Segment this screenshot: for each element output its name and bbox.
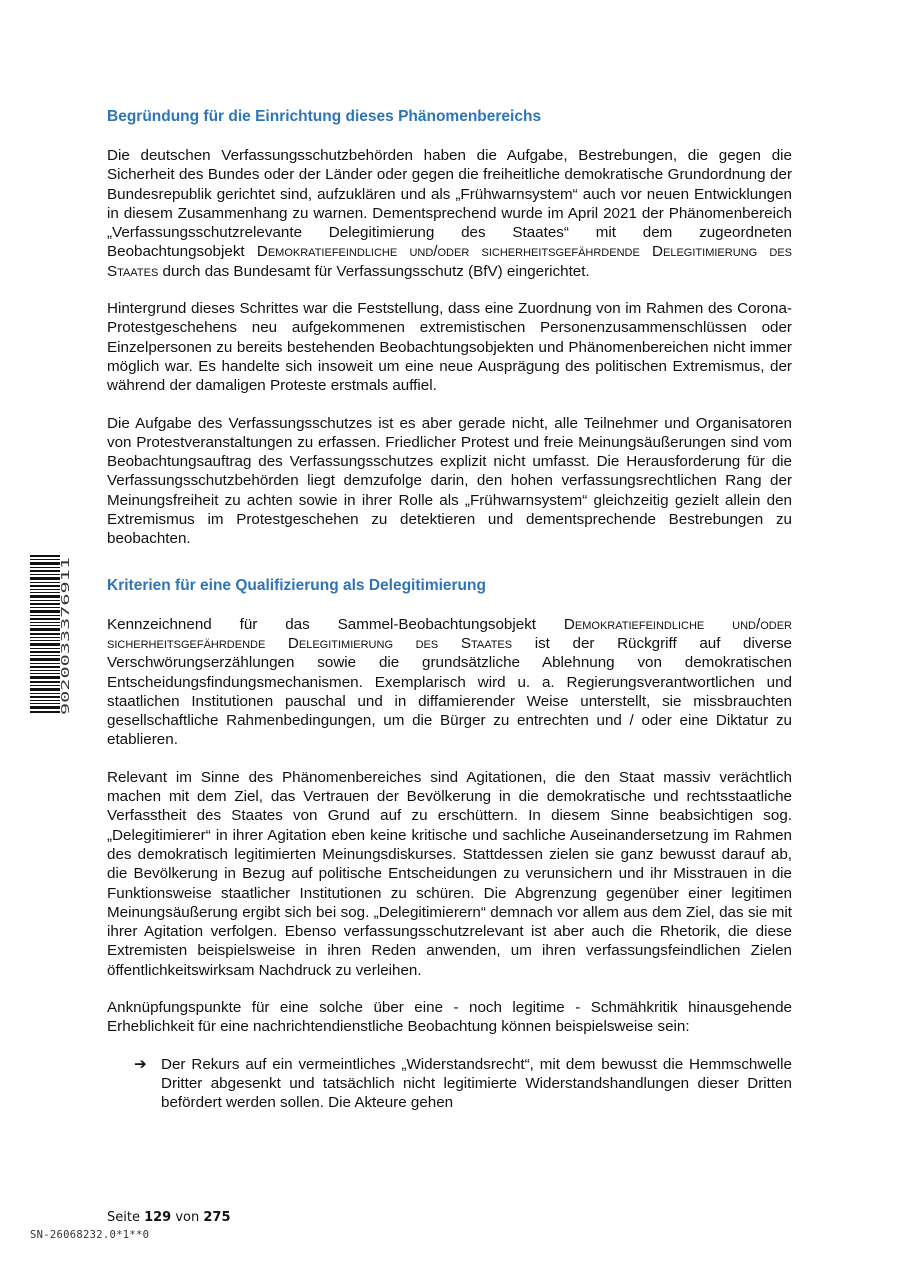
bullet-text: Der Rekurs auf ein vermeintliches „Widerstandsrecht“, mit dem bewusst die Hemmschwelle Dritter abgesenkt und tatsächlich nicht legitimierte Widerstandshandlungen dieser Dritten befördert werden sollen. Die Akteure gehen	[161, 1055, 792, 1112]
barcode-number: 9020033376911	[59, 628, 72, 715]
text-span: Die deutschen Verfassungsschutzbehörden haben die Aufgabe, Bestrebungen, die gegen die Sicherheit des Bundes oder der Länder oder gegen die freiheitliche demokratische Grundordnung der Bundesrepublik gerichtet sind, aufzuklären und als „Frühwarnsystem“ auch vor neuen Entwicklungen in diesem Zusammenhang zu warnen. Dementsprechend wurde im April 2021 der Phänomenbereich „Verfassungsschutzrelevante Delegitimierung des Staates“ mit dem zugeordneten Beobachtungsobjekt	[107, 147, 792, 261]
footer-label: von	[171, 1210, 204, 1225]
paragraph	[107, 615, 792, 750]
paragraph: Die Aufgabe des Verfassungsschutzes ist es aber gerade nicht, alle Teilnehmer und Organisatoren von Protestveranstaltungen zu erfassen. Friedlicher Protest und freie Meinungsäußerungen sind vom Beobachtungsauftrag des Verfassungsschutzes explizit nicht umfasst. Die Herausforderung für die Verfassungsschutzbehörden liegt demzufolge darin, den hohen verfassungsrechtlichen Rang der Meinungsfreiheit zu achten sowie in ihrer Rolle als „Frühwarnsystem“ gleichzeitig gezielt allein den Extremismus im Protestgeschehen zu detektieren und dementsprechende Bestrebungen zu beobachten.	[107, 414, 792, 548]
paragraph: Anknüpfungspunkte für eine solche über eine - noch legitime - Schmähkritik hinausgehende Erheblichkeit für eine nachrichtendienstliche Beobachtung können beispielsweise sein:	[107, 998, 792, 1036]
text-span: durch das Bundesamt für Verfassungsschutz (BfV) eingerichtet.	[158, 262, 590, 280]
text-span: ist der Rückgriff auf diverse Verschwörungserzählungen sowie die grundsätzliche Ablehnung von demokratischen Entscheidungsfindungsmechanismen. Exemplarisch wird u. a. Regierungsverantwortlichen und staatlichen Institutionen pauschal und in diffamierender Weise unterstellt, sie missbrauchten gesellschaftliche Rahmenbedingungen, um die Bürger zu entrechten und / oder eine Diktatur zu etablieren.	[107, 634, 792, 749]
barcode	[30, 555, 70, 720]
observation-object-name: Demokratiefeindliche und/oder sicherheitsgefährdende Delegitimierung des Staates	[107, 615, 792, 652]
paragraph	[107, 146, 792, 281]
document-page	[107, 106, 792, 1112]
observation-object-name: Demokratiefeindliche und/oder sicherheitsgefährdende Delegitimierung des Staates	[107, 243, 792, 280]
paragraph: Relevant im Sinne des Phänomenbereiches sind Agitationen, die den Staat massiv verächtlich machen mit dem Ziel, das Vertrauen der Bevölkerung in die demokratische und rechtsstaatliche Verfasstheit des Staates von Grund auf zu erschüttern. In diesem Sinne beabsichtigen sog. „Delegitimierer“ in ihrer Agitation eben keine kritische und sachliche Auseinandersetzung im Rahmen des demokratisch legitimierten Meinungsdiskurses. Stattdessen zielen sie ganz bewusst darauf ab, die Bevölkerung in Bezug auf politische Entscheidungen zu verunsichern und ihr Misstrauen in die Funktionsweise staatlicher Institutionen zu schüren. Die Abgrenzung gegenüber einer legitimen Meinungsäußerung ergibt sich bei sog. „Delegitimierern“ demnach vor allem aus dem Ziel, das sie mit ihrer Agitation verfolgen. Ebenso verfassungsschutzrelevant ist aber auch die Rhetorik, die diese Extremisten beispielsweise in ihren Reden anwenden, um ihren verfassungsfeindlichen Zielen öffentlichkeitswirksam Nachdruck zu verleihen.	[107, 768, 792, 979]
arrow-right-icon: ➔	[134, 1055, 147, 1073]
document-id: SN-26068232.0*1**0	[30, 1229, 150, 1241]
footer-label: Seite	[107, 1210, 145, 1225]
text-span: Kennzeichnend für das Sammel-Beobachtungsobjekt	[107, 615, 564, 633]
paragraph: Hintergrund dieses Schrittes war die Feststellung, dass eine Zuordnung von im Rahmen des Corona-Protestgeschehens neu aufgekommenen extremistischen Personenzusammenschlüssen oder Einzelpersonen zu bereits bestehenden Beobachtungsobjekten und Phänomenbereichen nicht immer möglich war. Es handelte sich insoweit um eine neue Ausprägung des politischen Extremismus, der während der damaligen Proteste erstmals auffiel.	[107, 300, 792, 395]
section-heading-justification: Begründung für die Einrichtung dieses Phänomenbereichs	[107, 108, 542, 125]
total-page-count: 275	[203, 1210, 231, 1225]
page-footer	[107, 1210, 231, 1225]
section-heading-criteria: Kriterien für eine Qualifizierung als Delegitimierung	[107, 576, 486, 594]
bullet-item	[134, 1055, 792, 1113]
current-page-number: 129	[144, 1210, 172, 1225]
